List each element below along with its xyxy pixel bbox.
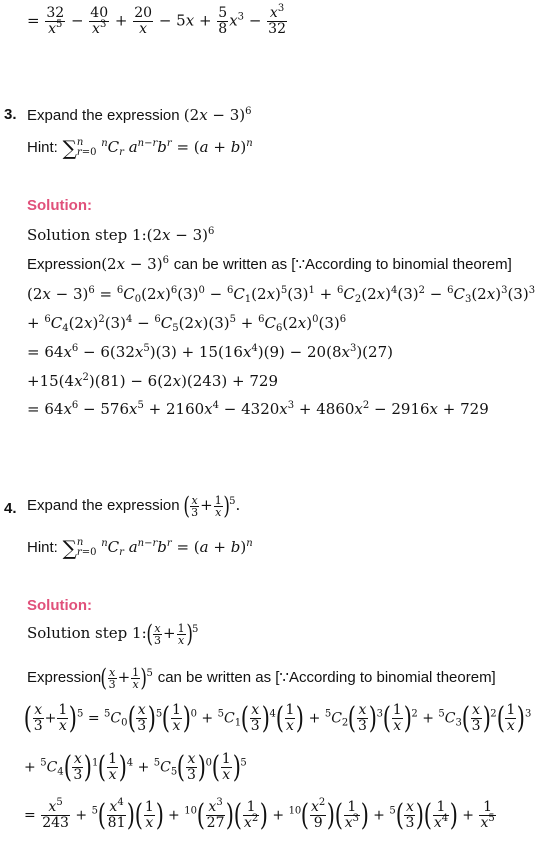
question-4-prompt-text: Expand the expression [27,497,180,514]
hint-label: Hint: [27,139,58,156]
step-label: Solution step 1: [27,226,147,244]
q3-expansion-line-1: $(2x - 3)^6 = ^6C_0(2x)^6(3)^0 - ^6C_1(2x)^5(3)^1 + ^6C_2(2x)^4(3)^2 - ^6C_3(2x)^3(3)^3$ [27,285,535,305]
fraction: $\frac{5}{8}$ [218,5,228,37]
expression-word: Expression [27,256,102,273]
question-3-prompt-text: Expand the expression [27,107,180,124]
q3-expansion-line-4: $+15(4x^2)(81) - 6(2x)(243) + 729$ [27,372,278,390]
q2-result-line: = $\frac{32}{x^5}$ − $\frac{40}{x^3}$ + $\frac{20}{x}$ − 5x + $\frac{5}{8}$ $x^3$ − $\frac{x^3}{32}$ [27,3,286,37]
question-3-prompt: Expand the expression $(2x - 3)^6$ [27,106,252,124]
q3-expansion-line-5: = $64x^6 - 576x^5 + 2160x^4 - 4320x^3 + 4860x^2 - 2916x + 729$ [27,400,489,418]
question-4-number: 4. [4,500,17,517]
q3-expansion-line-2: + $^6C_4(2x)^2(3)^4 - ^6C_5(2x)(3)^5 + ^6C_6(2x)^0(3)^6$ [27,314,347,334]
question-3-expression-line: Expression(2x − 3)$^6$ can be written as [∵According to binomial theorem] [27,255,512,273]
question-4-solution-heading: Solution: [27,597,92,614]
q3-expansion-line-3: = $64x^6 - 6(32x^5)(3) + 15(16x^4)(9) - 20(8x^3)(27)$ [27,343,393,361]
hint-label: Hint: [27,539,58,556]
q4-expansion-line-3: = $\frac{x^5}{243}$ + $^5$( $\frac{x^4}{81}$ )( $\frac{1}{x}$ ) + $^{10}$( $\frac{x^3}{27}$ )( $\frac{1}{x^2}$ ) + $^{10}$( $\frac{x^2}{9}$ )( $\frac{1}{x^3}$ ) + $^5$( $\frac{x}{3}$ )( $\frac{1}{x^4}$ ) + $\frac{1}{x^5}$ [24,797,495,833]
fraction: $\frac{x^3}{32}$ [268,3,286,37]
step-label: Solution step 1: [27,624,147,642]
question-4-prompt: Expand the expression ( $\frac{x}{3}$ + $\frac{1}{x}$ )$^5$. [27,492,241,520]
question-3-hint: Hint: ∑ n r=0 $^nC_r$ $a^{n-r}b^r = (a + b)^n$ [27,136,253,160]
expression-word: Expression [27,669,102,686]
fraction: $\frac{32}{x^5}$ [46,5,65,37]
fraction: $\frac{20}{x}$ [134,5,153,37]
question-4-step-1: Solution step 1:( $\frac{x}{3}$ + $\frac{1}{x}$ )$^5$ [27,620,199,648]
question-4-hint: Hint: ∑ n r=0 $^nC_r$ $a^{n-r}b^r = (a + b)^n$ [27,536,253,560]
question-3-number: 3. [4,106,17,123]
fraction: $\frac{40}{x^3}$ [90,5,109,37]
question-3-step-1: Solution step 1:(2x − 3)$^6$ [27,226,215,244]
question-3-solution-heading: Solution: [27,197,92,214]
q4-expansion-line-1: ( $\frac{x}{3}$ + $\frac{1}{x}$ )$^5 = ^5C_0$( $\frac{x}{3}$ )$^5$( $\frac{1}{x}$ )$^0 + ^5C_1$( $\frac{x}{3}$ )$^4$( $\frac{1}{x}$ ) + $^5C_2$( $\frac{x}{3}$ )$^3$( $\frac{1}{x}$ )$^2 + ^5C_3$( $\frac{x}{3}$ )$^2$( $\frac{1}{x}$ )$^3$ [23,700,532,736]
theorem-note: can be written as [∵According to binomial theorem] [173,256,512,273]
q4-expansion-line-2: + $^5C_4$( $\frac{x}{3}$ )$^1$( $\frac{1}{x}$ )$^4 + ^5C_5$( $\frac{x}{3}$ )$^0$( $\frac{1}{x}$ )$^5$ [24,749,247,785]
question-4-expression-line: Expression( $\frac{x}{3}$ + $\frac{1}{x}$ )$^5$ can be written as [∵According to binomial theorem] [27,664,496,692]
theorem-note: can be written as [∵According to binomial theorem] [157,669,496,686]
